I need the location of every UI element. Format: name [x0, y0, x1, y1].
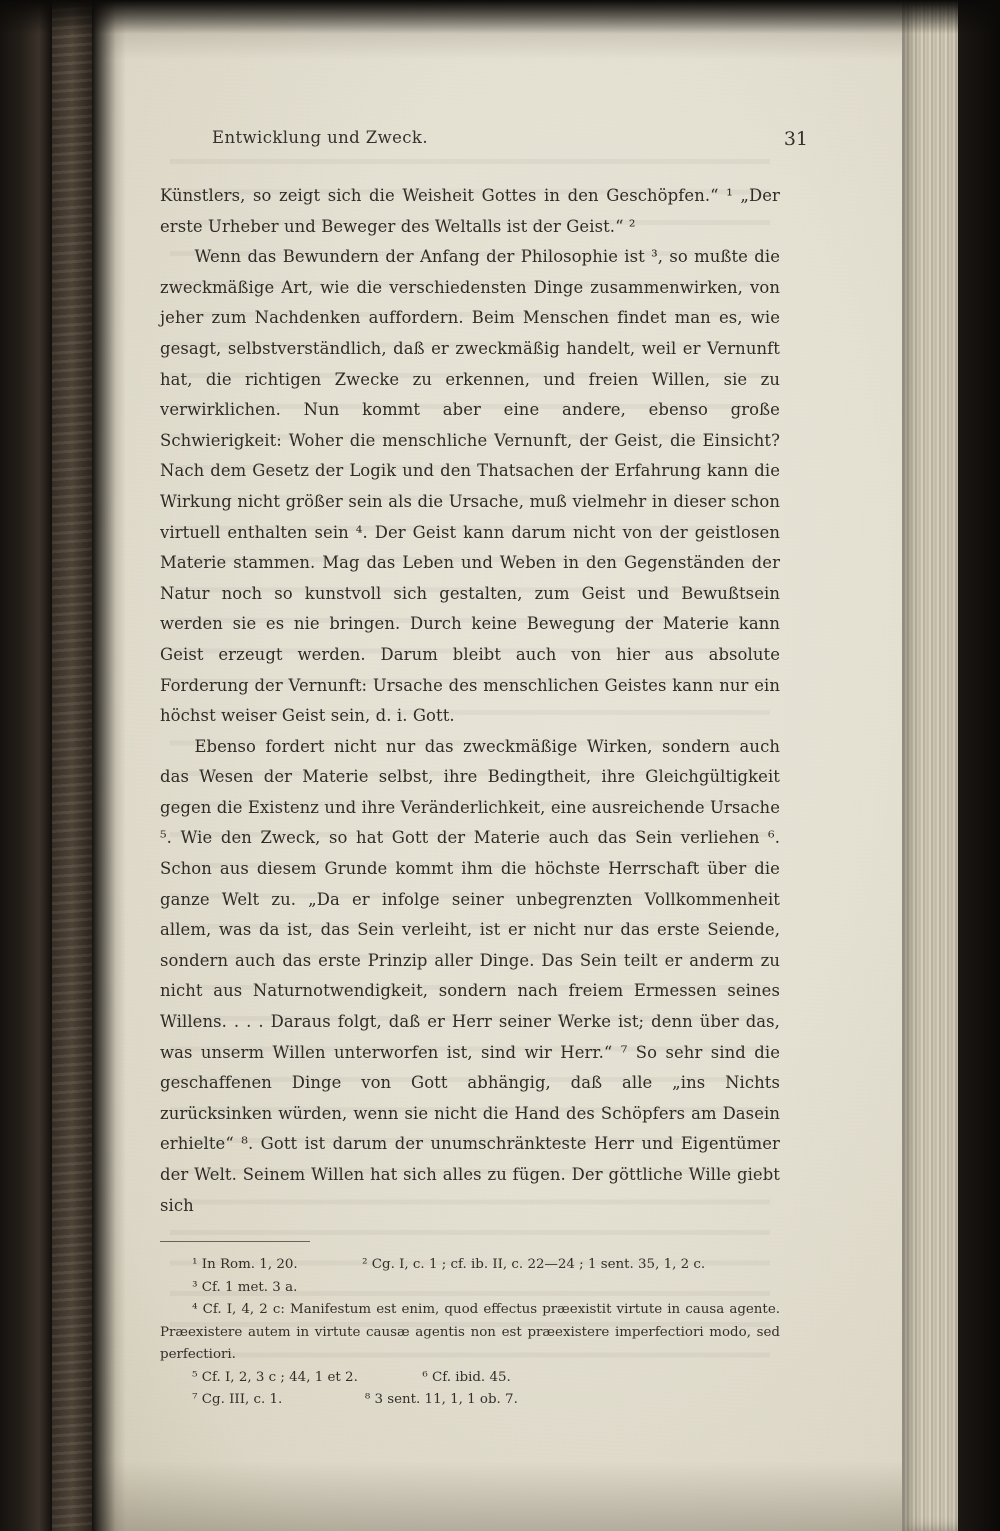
page-number: 31 — [783, 128, 808, 150]
footnote-2: ² Cg. I, c. 1 ; cf. ib. II, c. 22—24 ; 1 sent. 35, 1, 2 c. — [362, 1257, 706, 1273]
book-spine — [0, 0, 52, 1531]
running-head-title: Entwicklung und Zweck. — [212, 128, 428, 147]
footnote-7: ⁷ Cg. III, c. 1. — [192, 1392, 283, 1408]
paragraph: Künstlers, so zeigt sich die Weisheit Gottes in den Geschöpfen.“ ¹ „Der erste Urheber und Beweger des Weltalls ist der Geist.“ ² — [160, 186, 780, 236]
footnote-line — [160, 1299, 780, 1367]
footnote-line — [160, 1277, 780, 1300]
footnote-8: ⁸ 3 sent. 11, 1, 1 ob. 7. — [364, 1392, 518, 1408]
running-head — [160, 128, 808, 150]
outer-background — [958, 0, 1000, 1531]
fore-edge-pages — [902, 0, 958, 1531]
footnote-3: ³ Cf. 1 met. 3 a. — [192, 1279, 298, 1295]
footnote-line — [160, 1254, 780, 1277]
footnotes — [160, 1254, 780, 1412]
footnote-5: ⁵ Cf. I, 2, 3 c ; 44, 1 et 2. — [192, 1369, 358, 1385]
footnote-line — [160, 1367, 780, 1390]
footnote-1: ¹ In Rom. 1, 20. — [192, 1257, 298, 1273]
paragraph: Wenn das Bewundern der Anfang der Philosophie ist ³, so mußte die zweckmäßige Art, wie die verschiedensten Dinge zusammenwirken, von jeher zum Nachdenken auffordern. Beim Menschen findet man es, wie gesagt, selbstverständlich, daß er zweckmäßig handelt, weil er Vernunft hat, die richtigen Zwecke zu erkennen, und freien Willen, sie zu verwirklichen. Nun kommt aber eine andere, ebenso große Schwierigkeit: Woher die menschliche Vernunft, der Geist, die Einsicht? Nach dem Gesetz der Logik und den Thatsachen der Erfahrung kann die Wirkung nicht größer sein als die Ursache, muß vielmehr in dieser schon virtuell enthalten sein ⁴. Der Geist kann darum nicht von der geistlosen Materie stammen. Mag das Leben und Weben in den Gegenständen der Natur noch so kunstvoll sich gestalten, zum Geist und Bewußtsein werden sie es nie bringen. Durch keine Bewegung der Materie kann Geist erzeugt werden. Darum bleibt auch von hier aus absolute Forderung der Vernunft: Ursache des menschlichen Geistes kann nur ein höchst weiser Geist sein, d. i. Gott. — [160, 247, 780, 726]
body-text — [160, 181, 780, 1221]
footnote-line — [160, 1389, 780, 1412]
footnote-divider — [160, 1241, 310, 1242]
paragraph: Ebenso fordert nicht nur das zweckmäßige Wirken, sondern auch das Wesen der Materie selbst, ihre Bedingtheit, ihre Gleichgültigkeit gegen die Existenz und ihre Veränderlichkeit, eine ausreichende Ursache ⁵. Wie den Zweck, so hat Gott der Materie auch das Sein verliehen ⁶. Schon aus diesem Grunde kommt ihm die höchste Herrschaft über die ganze Welt zu. „Da er infolge seiner unbegrenzten Vollkommenheit allem, was da ist, das Sein verleiht, ist er nicht nur das erste Seiende, sondern auch das erste Prinzip aller Dinge. Das Sein teilt er anderm zu nicht aus Naturnotwendigkeit, sondern nach freiem Ermessen seines Willens. . . . Daraus folgt, daß er Herr seiner Werke ist; denn über das, was unserm Willen unterworfen ist, sind wir Herr.“ ⁷ So sehr sind die geschaffenen Dinge von Gott abhängig, daß alle „ins Nichts zurücksinken würden, wenn sie nicht die Hand des Schöpfers am Dasein erhielte“ ⁸. Gott ist darum der unumschränkteste Herr und Eigentümer der Welt. Seinem Willen hat sich alles zu fügen. Der göttliche Wille giebt sich — [160, 736, 780, 1215]
marbled-endpaper — [52, 0, 92, 1531]
footnote-4: ⁴ Cf. I, 4, 2 c: Manifestum est enim, quod effectus præexistit virtute in causa agente. Præexistere autem in virtute causæ agentis non est præexistere imperfectiori modo, sed perfectiori. — [160, 1302, 780, 1363]
footnote-6: ⁶ Cf. ibid. 45. — [422, 1369, 511, 1385]
page-content — [160, 128, 808, 1412]
